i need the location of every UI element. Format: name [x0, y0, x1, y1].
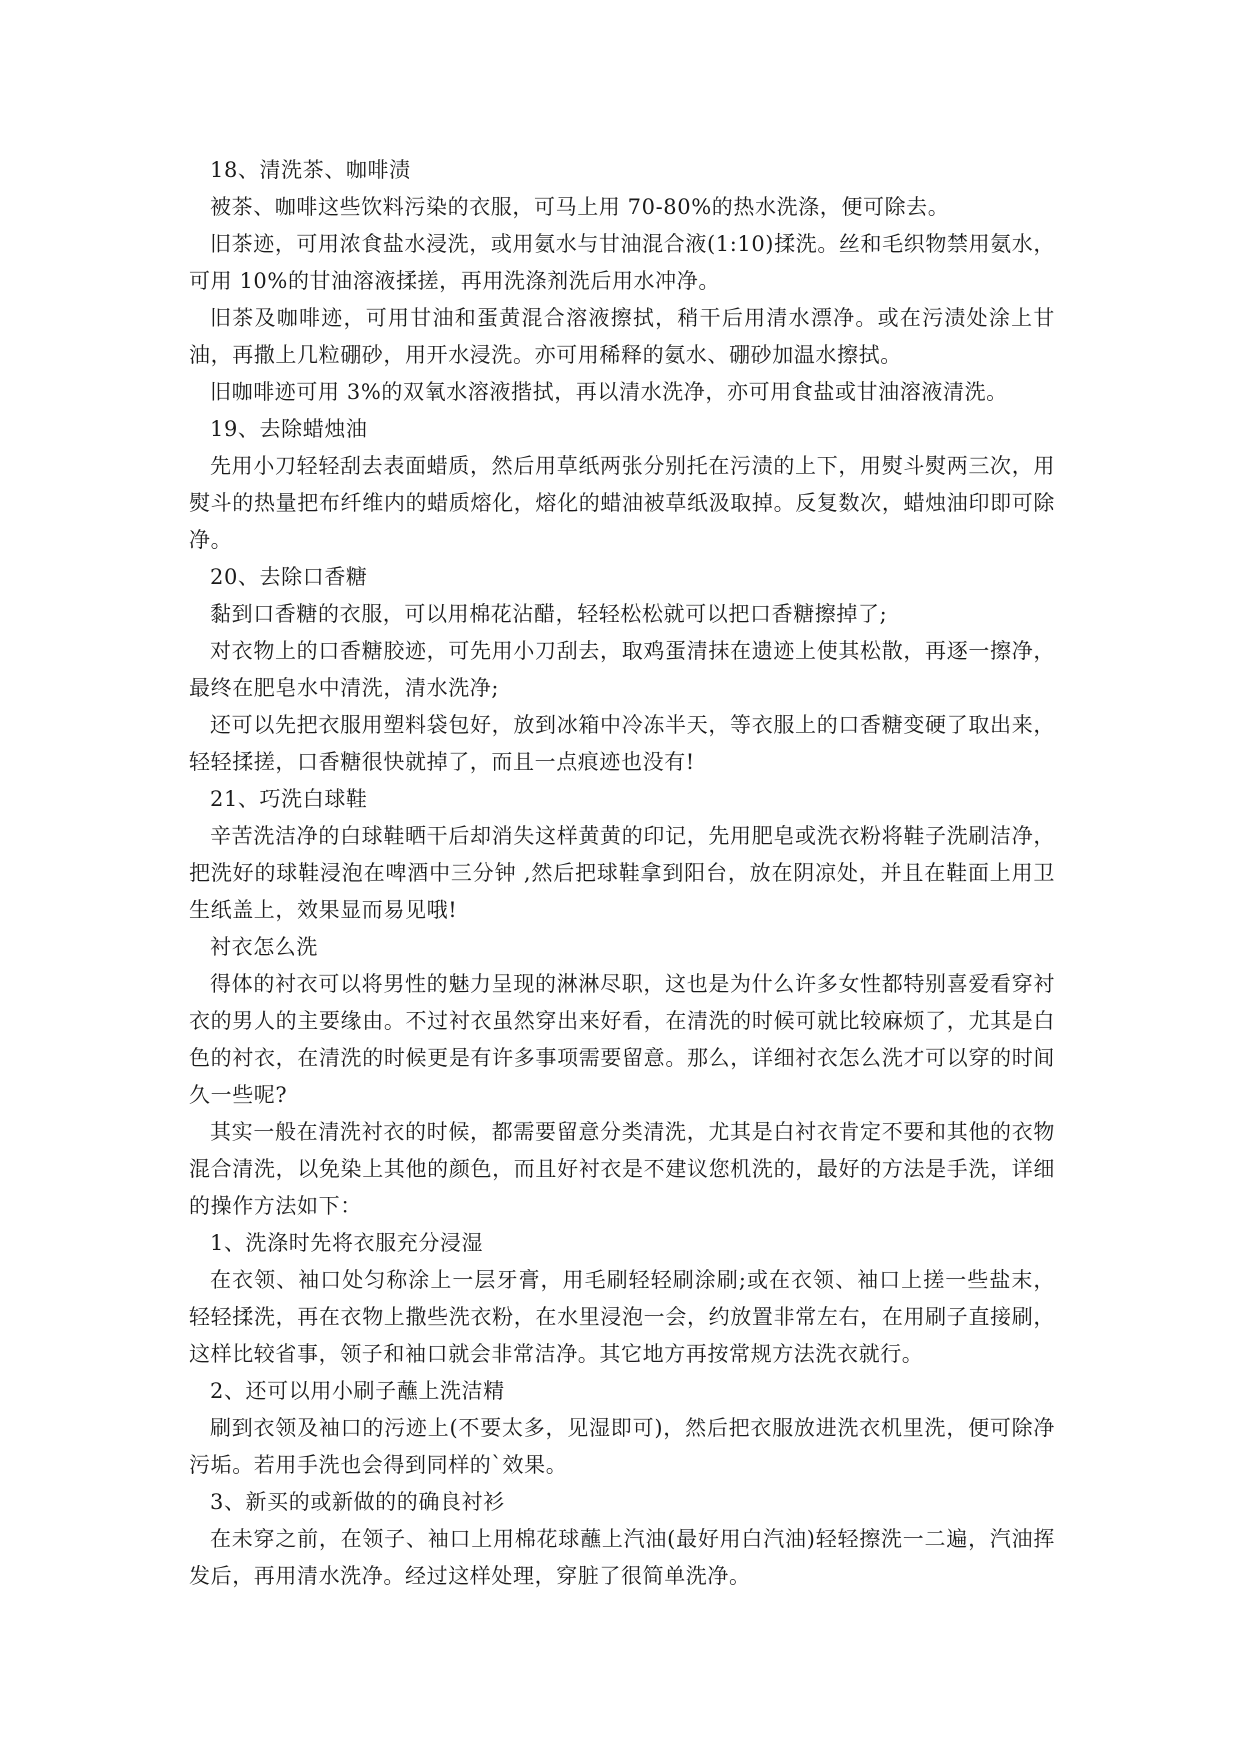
section-heading: 21、巧洗白球鞋: [210, 787, 368, 811]
section-heading: 1、洗涤时先将衣服充分浸湿: [210, 1231, 484, 1255]
paragraph: 辛苦洗洁净的白球鞋晒干后却消失这样黄黄的印记，先用肥皂或洗衣粉将鞋子洗刷洁净，把洗好的球鞋浸泡在啤酒中三分钟 ,然后把球鞋拿到阳台，放在阴凉处，并且在鞋面上用卫生纸盖上，效果显而易见哦!: [189, 824, 1055, 922]
section-heading: 衬衣怎么洗: [210, 935, 318, 959]
paragraph: 刷到衣领及袖口的污迹上(不要太多，见湿即可)，然后把衣服放进洗衣机里洗，便可除净污垢。若用手洗也会得到同样的`效果。: [189, 1416, 1055, 1477]
section-heading: 3、新买的或新做的的确良衬衫: [210, 1490, 505, 1514]
paragraph: 被茶、咖啡这些饮料污染的衣服，可马上用 70-80%的热水洗涤，便可除去。: [210, 195, 950, 219]
section-heading: 19、去除蜡烛油: [210, 417, 368, 441]
section-heading: 2、还可以用小刷子蘸上洗洁精: [210, 1379, 505, 1403]
section-heading: 18、清洗茶、咖啡渍: [210, 158, 411, 182]
paragraph: 旧茶及咖啡迹，可用甘油和蛋黄混合溶液擦拭，稍干后用清水漂净。或在污渍处涂上甘油，再撒上几粒硼砂，用开水浸洗。亦可用稀释的氨水、硼砂加温水擦拭。: [189, 306, 1055, 367]
paragraph: 得体的衬衣可以将男性的魅力呈现的淋淋尽职，这也是为什么许多女性都特别喜爱看穿衬衣的男人的主要缘由。不过衬衣虽然穿出来好看，在清洗的时候可就比较麻烦了，尤其是白色的衬衣，在清洗的时候更是有许多事项需要留意。那么，详细衬衣怎么洗才可以穿的时间久一些呢?: [189, 972, 1055, 1107]
section-heading: 20、去除口香糖: [210, 565, 368, 589]
paragraph: 旧茶迹，可用浓食盐水浸洗，或用氨水与甘油混合液(1:10)揉洗。丝和毛织物禁用氨水，可用 10%的甘油溶液揉搓，再用洗涤剂洗后用水冲净。: [189, 232, 1055, 293]
paragraph: 旧咖啡迹可用 3%的双氧水溶液揩拭，再以清水洗净，亦可用食盐或甘油溶液清洗。: [210, 380, 1008, 404]
document-body: [189, 152, 1055, 1595]
paragraph: 在未穿之前，在领子、袖口上用棉花球蘸上汽油(最好用白汽油)轻轻擦洗一二遍，汽油挥发后，再用清水洗净。经过这样处理，穿脏了很简单洗净。: [189, 1527, 1055, 1588]
paragraph: 对衣物上的口香糖胶迹，可先用小刀刮去，取鸡蛋清抹在遗迹上使其松散，再逐一擦净，最终在肥皂水中清洗，清水洗净;: [189, 639, 1055, 700]
paragraph: 黏到口香糖的衣服，可以用棉花沾醋，轻轻松松就可以把口香糖擦掉了;: [210, 602, 888, 626]
paragraph: 还可以先把衣服用塑料袋包好，放到冰箱中冷冻半天，等衣服上的口香糖变硬了取出来，轻轻揉搓，口香糖很快就掉了，而且一点痕迹也没有!: [189, 713, 1055, 774]
paragraph: 其实一般在清洗衬衣的时候，都需要留意分类清洗，尤其是白衬衣肯定不要和其他的衣物混合清洗，以免染上其他的颜色，而且好衬衣是不建议您机洗的，最好的方法是手洗，详细的操作方法如下：: [189, 1120, 1055, 1218]
paragraph: 先用小刀轻轻刮去表面蜡质，然后用草纸两张分别托在污渍的上下，用熨斗熨两三次，用熨斗的热量把布纤维内的蜡质熔化，熔化的蜡油被草纸汲取掉。反复数次，蜡烛油印即可除净。: [189, 454, 1055, 552]
paragraph: 在衣领、袖口处匀称涂上一层牙膏，用毛刷轻轻刷涂刷;或在衣领、袖口上搓一些盐末，轻轻揉洗，再在衣物上撒些洗衣粉，在水里浸泡一会，约放置非常左右，在用刷子直接刷，这样比较省事，领子和袖口就会非常洁净。其它地方再按常规方法洗衣就行。: [189, 1268, 1055, 1366]
